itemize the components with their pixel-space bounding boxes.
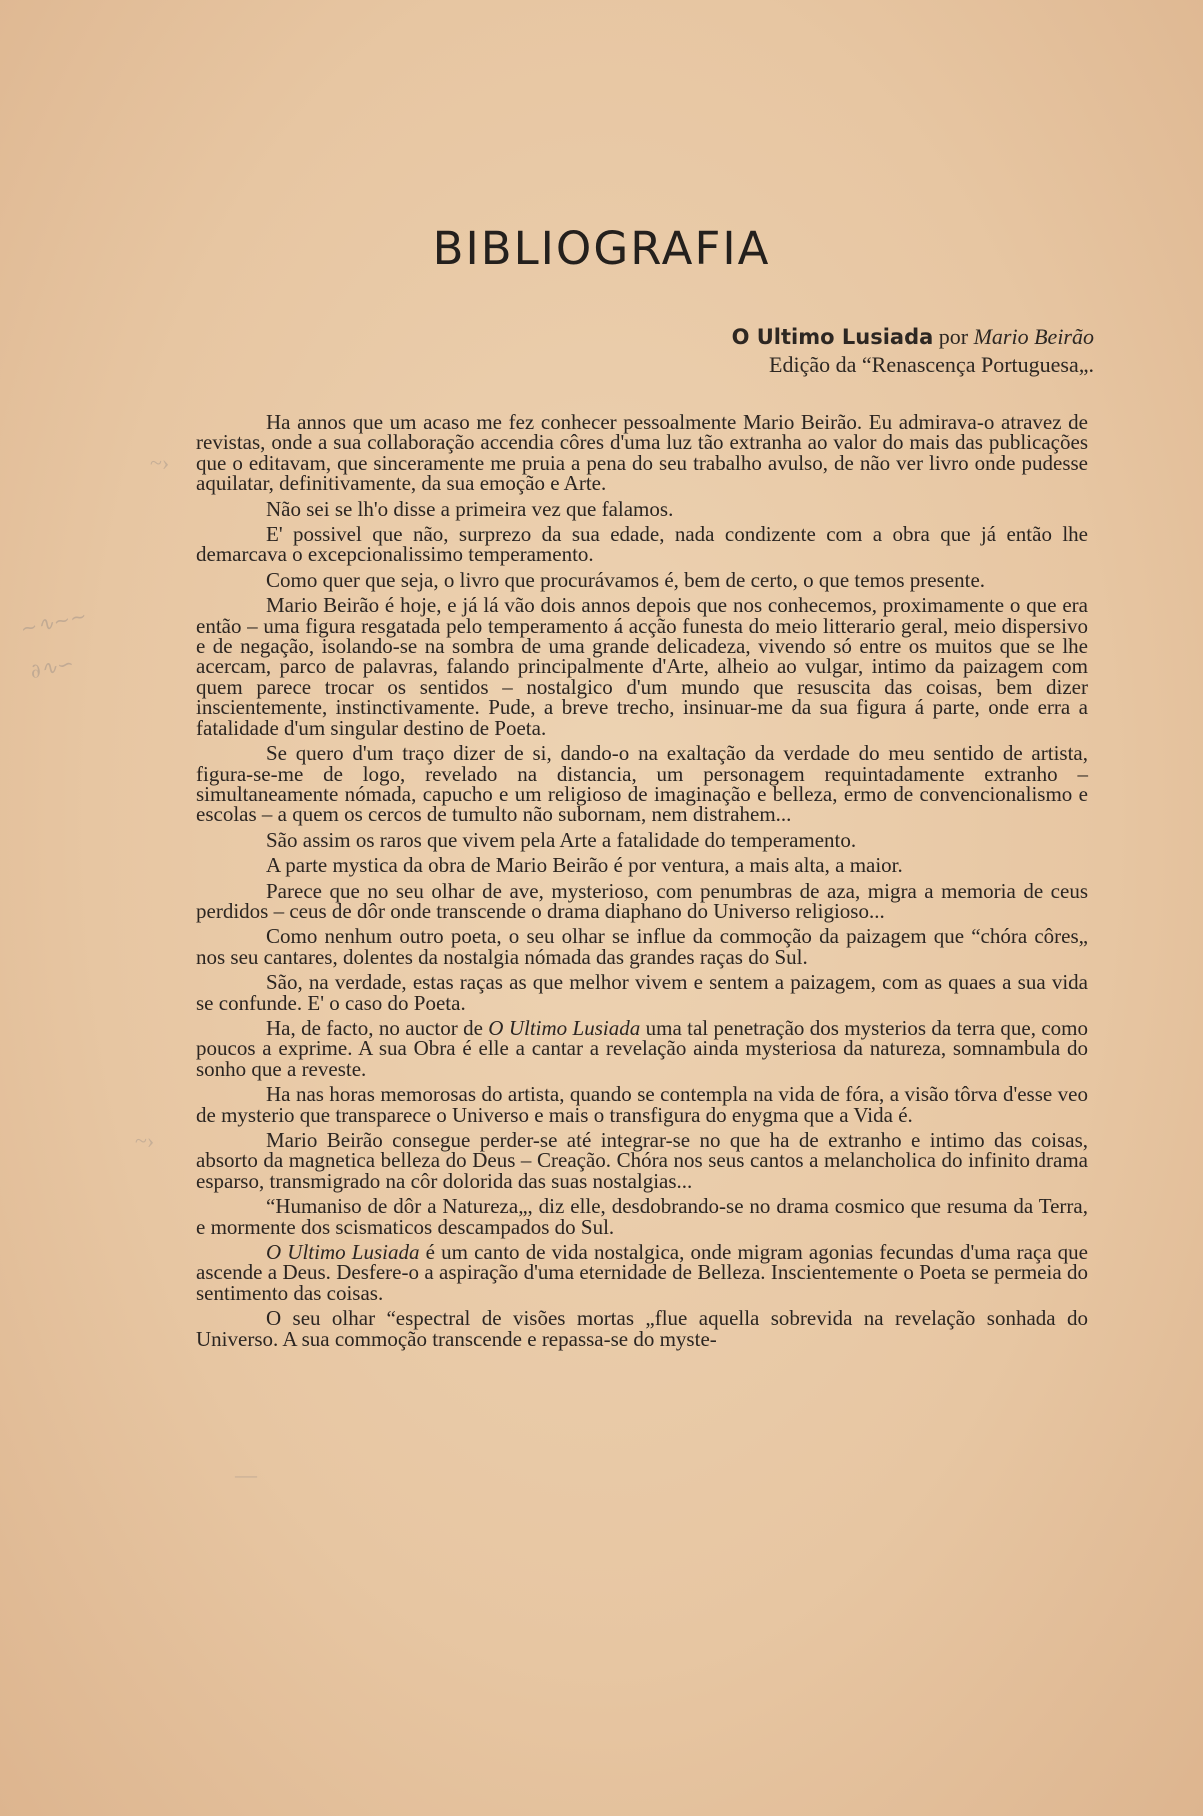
paragraph: Se quero d'um traço dizer de si, dando-o na exaltação da verdade do meu sentido de artista, figura-se-me de logo, revelado na distancia, um personagem requintadamente extranho – simultaneamente nómada, capucho e um religioso de imaginação e belleza, ermo de convencionalismo e escolas – a quem os cercos de tumulto não subornam, nem distrahem... <box>196 741 1088 827</box>
book-citation <box>560 323 1094 379</box>
book-edition: Edição da “Renascença Portuguesa„. <box>769 352 1094 377</box>
citation-by: por <box>933 324 974 349</box>
page-title: BIBLIOGRAFIA <box>432 222 771 275</box>
margin-dash-mark: — <box>235 1462 257 1487</box>
paragraph <box>196 1242 1088 1303</box>
paragraph: O seu olhar “espectral de visões mortas „flue aquella sobrevida na revelação sonhada do Universo. A sua commoção transcende e repassa-se do myste- <box>196 1306 1088 1351</box>
paragraph: “Humaniso de dôr a Natureza„, diz elle, desdobrando-se no drama cosmico que resuma da Terra, e mormente dos scismaticos descampados do Sul. <box>196 1194 1088 1239</box>
paragraph <box>196 1015 1088 1081</box>
paragraph: Não sei se lh'o disse a primeira vez que falamos. <box>266 496 674 521</box>
book-title-inline: O Ultimo Lusiada <box>266 1240 420 1265</box>
paragraph: Mario Beirão é hoje, e já lá vão dois annos depois que nos conhecemos, proximamente o que era então – uma figura resgatada pelo temperamento á acção funesta do meio litterario geral, meio dispersivo e de negação, isolando-se na sombra de uma grande delicadeza, vivendo só entre os muitos que se lhe acercam, parco de palavras, falando principalmente d'Arte, alheio ao vulgar, intimo da paizagem com quem parece trocar os sentidos – nostalgico d'um mundo que resuscita das coisas, bem dizer inscientemente, instinctivamente. Pude, a breve trecho, insinuar-me da sua figura á parte, onde erra a fatalidade d'um singular destino de Poeta. <box>196 593 1088 740</box>
book-title: O Ultimo Lusiada <box>731 325 934 349</box>
paragraph: Como nenhum outro poeta, o seu olhar se influe da commoção da paizagem que “chóra côres„ nos seu cantares, dolentes da nostalgia nómada das grandes raças do Sul. <box>196 924 1088 969</box>
paragraph: Como quer que seja, o livro que procurávamos é, bem de certo, o que temos presente. <box>266 567 986 592</box>
margin-arrow-mark: ~› <box>135 1128 155 1153</box>
paragraph: A parte mystica da obra de Mario Beirão é por ventura, a mais alta, a maior. <box>266 853 903 878</box>
margin-pencil-mark: ∂∿∽ <box>27 650 76 684</box>
margin-pencil-mark: ~∿~~ <box>18 603 89 641</box>
paragraph: Ha nas horas memorosas do artista, quando se contempla na vida de fóra, a visão tôrva d'esse veo de mysterio que transparece o Universo e mais o transfigura do enygma que a Vida é. <box>196 1082 1088 1127</box>
paragraph: São assim os raros que vivem pela Arte a fatalidade do temperamento. <box>266 827 857 852</box>
paragraph-text: Ha, de facto, no auctor de <box>266 1015 489 1040</box>
margin-arrow-mark: ~› <box>150 450 170 475</box>
paragraph-text: uma tal penetração dos mysterios da terra que, como poucos a exprime. A sua Obra é elle a cantar a revelação ainda mysteriosa da natureza, somnambula do sonho que a reveste. <box>196 1015 1088 1081</box>
paragraph: E' possivel que não, surprezo da sua edade, nada condizente com a obra que já então lhe demarcava o excepcionalissimo temperamento. <box>196 522 1088 567</box>
book-author: Mario Beirão <box>973 324 1094 349</box>
paragraph: Parece que no seu olhar de ave, mysterioso, com penumbras de aza, migra a memoria de ceus perdidos – ceus de dôr onde transcende o drama diaphano do Universo religioso... <box>196 878 1088 923</box>
paragraph-text: é um canto de vida nostalgica, onde migram agonias fecundas d'uma raça que ascende a Deus. Desfere-o a aspiração d'uma eternidade de Belleza. Inscientemente o Poeta se permeia do sentimento das coisas. <box>196 1240 1088 1305</box>
paragraph: Ha annos que um acaso me fez conhecer pessoalmente Mario Beirão. Eu admirava-o atravez de revistas, onde a sua collaboração accendia côres d'uma luz tão extranha ao valor do mais das publicações que o editavam, que sinceramente me pruia a pena do seu trabalho avulso, de não ver livro onde pudesse aquilatar, definitivamente, da sua emoção e Arte. <box>196 410 1088 496</box>
book-title-inline: O Ultimo Lusiada <box>488 1015 641 1040</box>
paragraph: São, na verdade, estas raças as que melhor vivem e sentem a paizagem, com as quaes a sua vida se confunde. E' o caso do Poeta. <box>196 970 1088 1015</box>
article-body <box>196 412 1088 1354</box>
citation-line <box>560 323 1094 351</box>
paragraph: Mario Beirão consegue perder-se até integrar-se no que ha de extranho e intimo das coisas, absorto da magnetica belleza do Deus – Creação. Chóra nos seus cantos a melancholica do infinito drama esparso, transmigrado na côr dolorida das suas nostalgias... <box>196 1128 1088 1193</box>
